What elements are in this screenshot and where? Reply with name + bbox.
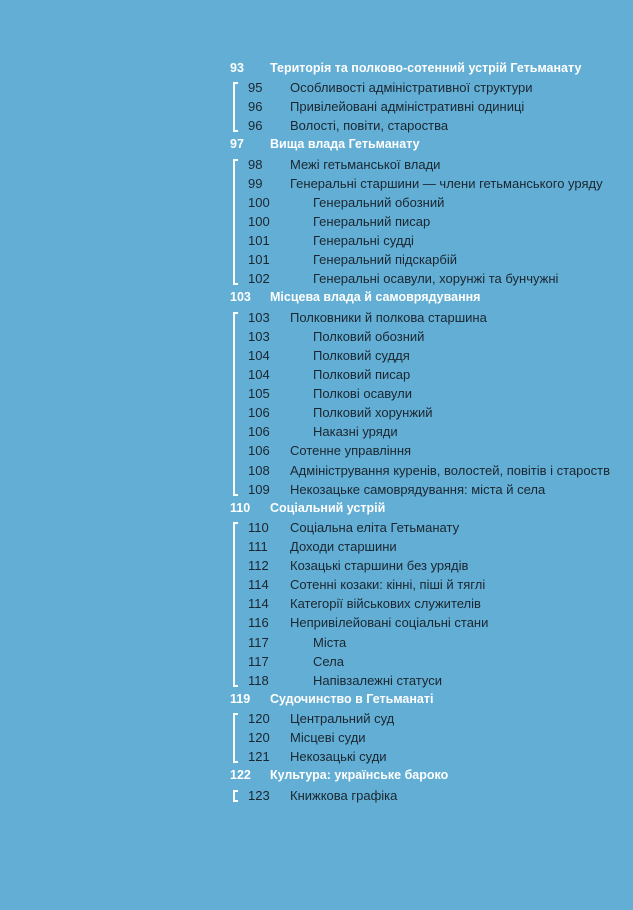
entry-title: Категорії військових служителів (290, 596, 481, 612)
page-number: 105 (248, 386, 270, 402)
entry-title: Полкові осавули (313, 386, 412, 402)
page-number: 112 (248, 558, 269, 574)
page-number: 117 (248, 634, 269, 650)
section-title: Територія та полково-сотенний устрій Гетьманату (270, 61, 582, 75)
page-number: 106 (248, 443, 270, 459)
page-number: 117 (248, 653, 269, 669)
entry-title: Генеральні судді (313, 233, 414, 249)
page-number: 110 (248, 519, 269, 535)
page-number: 99 (248, 175, 263, 191)
entry-title: Полковий суддя (313, 347, 410, 363)
section-bracket (233, 790, 238, 802)
entry-title: Особливості адміністративної структури (290, 80, 533, 96)
entry-title: Соціальна еліта Гетьманату (290, 519, 460, 535)
entry-title: Генеральний писар (313, 213, 431, 229)
section-bracket (233, 713, 238, 763)
entry-title: Волості, повіти, староства (290, 118, 449, 134)
page-number: 123 (248, 787, 270, 803)
page-number: 103 (248, 309, 270, 325)
section-bracket (233, 159, 238, 286)
page-number: 100 (248, 213, 270, 229)
section-bracket (233, 82, 238, 132)
entry-title: Полковий обозний (313, 328, 425, 344)
entry-title: Полковники й полкова старшина (290, 309, 487, 325)
entry-title: Адміністрування куренів, волостей, повітів і староств (290, 462, 611, 478)
section-title: Вища влада Гетьманату (270, 137, 420, 152)
page-number: 100 (248, 194, 270, 210)
page-number: 98 (248, 156, 263, 172)
entry-title: Села (313, 653, 345, 669)
page-number: 101 (248, 252, 270, 268)
page-number: 109 (248, 481, 270, 497)
entry-title: Генеральний підскарбій (313, 252, 457, 268)
section-title: Судочинство в Гетьманаті (270, 691, 434, 706)
entry-title: Полковий писар (313, 366, 411, 382)
page-number: 118 (248, 672, 269, 688)
entry-title: Генеральний обозний (313, 194, 445, 210)
entry-title: Полковий хорунжий (313, 405, 433, 421)
entry-title: Книжкова графіка (290, 787, 398, 803)
page-number: 102 (248, 271, 270, 287)
page-number: 103 (248, 328, 270, 344)
page-number: 103 (230, 290, 251, 305)
page-number: 111 (248, 539, 268, 554)
page-number: 96 (248, 99, 263, 115)
section-title: Соціальний устрій (270, 500, 386, 515)
page-number: 114 (248, 577, 269, 593)
entry-title: Козацькі старшини без урядів (290, 558, 469, 574)
entry-title: Місцеві суди (290, 730, 366, 746)
entry-title: Привілейовані адміністративні одиниці (290, 99, 525, 115)
page-number: 93 (230, 61, 244, 75)
page-number: 114 (248, 596, 269, 612)
section-bracket (233, 312, 238, 496)
page-number: 104 (248, 366, 270, 382)
page-number: 121 (248, 749, 270, 765)
entry-title: Доходи старшини (290, 539, 397, 554)
section-bracket (233, 522, 238, 687)
page-number: 97 (230, 137, 244, 152)
entry-title: Межі гетьманської влади (290, 156, 441, 172)
page-number: 120 (248, 711, 270, 727)
entry-title: Міста (313, 634, 347, 650)
page-number: 106 (248, 424, 270, 440)
entry-title: Сотенні козаки: кінні, піші й тяглі (290, 577, 486, 593)
entry-title: Некозацькі суди (290, 749, 387, 765)
page-number: 96 (248, 118, 263, 134)
page-number: 106 (248, 405, 270, 421)
section-title: Місцева влада й самоврядування (270, 290, 481, 305)
entry-title: Генеральні старшини — члени гетьманського уряду (290, 175, 603, 191)
page-number: 119 (230, 691, 251, 706)
page-number: 101 (248, 233, 270, 249)
entry-title: Центральний суд (290, 711, 395, 727)
page-number: 122 (230, 768, 251, 783)
entry-title: Непривілейовані соціальні стани (290, 615, 489, 631)
entry-title: Напівзалежні статуси (313, 672, 443, 688)
page-number: 110 (230, 500, 251, 515)
page-number: 95 (248, 80, 263, 96)
page-number: 108 (248, 462, 270, 478)
entry-title: Сотенне управління (290, 443, 412, 459)
page-number: 104 (248, 347, 270, 363)
page-number: 120 (248, 730, 270, 746)
entry-title: Наказні уряди (313, 424, 398, 440)
entry-title: Генеральні осавули, хорунжі та бунчужні (313, 271, 559, 287)
section-title: Культура: українське бароко (270, 768, 449, 783)
entry-title: Некозацьке самоврядування: міста й села (290, 481, 546, 497)
page-number: 116 (248, 615, 269, 631)
